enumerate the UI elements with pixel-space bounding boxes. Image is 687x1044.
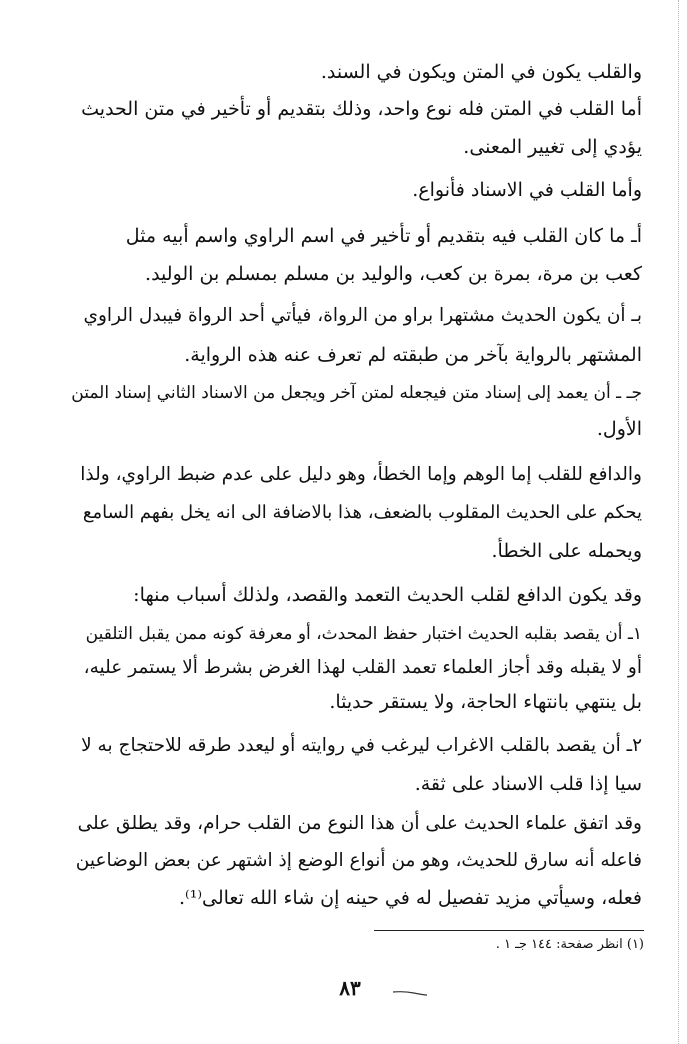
scribble-mark bbox=[392, 990, 428, 996]
text-line: جـ ـ أن يعمد إلى إسناد متن فيجعله لمتن آخر ويجعل من الاسناد الثاني إسناد المتن bbox=[71, 383, 642, 403]
text-line: وأما القلب في الاسناد فأنواع. bbox=[412, 179, 642, 201]
text-line: كعب بن مرة، بمرة بن كعب، والوليد بن مسلم بمسلم بن الوليد. bbox=[145, 263, 642, 285]
text-line: وقد اتفق علماء الحديث على أن هذا النوع من القلب حرام، وقد يطلق على bbox=[77, 813, 642, 834]
text-line: ٢ـ أن يقصد بالقلب الاغراب ليرغب في روايته أو ليعدد طرقه للاحتجاج به لا bbox=[81, 735, 642, 756]
text-line: فاعله أنه سارق للحديث، وهو من أنواع الوضع إذ اشتهر عن بعض الوضاعين bbox=[75, 850, 642, 871]
text-line: فعله، وسيأتي مزيد تفصيل له في حينه إن شاء الله تعالى⁽¹⁾. bbox=[178, 887, 642, 909]
text-line: سيا إذا قلب الاسناد على ثقة. bbox=[414, 773, 642, 795]
text-line: يؤدي إلى تغيير المعنى. bbox=[463, 136, 642, 158]
text-line: أـ ما كان القلب فيه بتقديم أو تأخير في اسم الراوي واسم أبيه مثل bbox=[125, 225, 642, 247]
text-line: أو لا يقبله وقد أجاز العلماء تعمد القلب لهذا الغرض بشرط ألا يستمر عليه، bbox=[83, 657, 642, 678]
text-line: والقلب يكون في المتن ويكون في السند. bbox=[320, 61, 642, 83]
text-line: ١ـ أن يقصد بقلبه الحديث اختبار حفظ المحدث، أو معرفة كونه ممن يقبل التلقين bbox=[85, 624, 642, 644]
page-number: ٨٣ bbox=[339, 976, 361, 1000]
footnote: (١) انظر صفحة: ١٤٤ جـ ١ . bbox=[495, 937, 644, 952]
text-line: بل ينتهي بانتهاء الحاجة، ولا يستقر حديثا. bbox=[329, 691, 642, 713]
page-edge bbox=[678, 0, 679, 1044]
text-line: والدافع للقلب إما الوهم وإما الخطأ، وهو دليل على عدم ضبط الراوي، ولذا bbox=[80, 464, 642, 485]
text-line: الأول. bbox=[596, 418, 642, 440]
text-line: المشتهر بالرواية بآخر من طبقته لم تعرف عنه هذه الرواية. bbox=[184, 344, 642, 366]
footnote-separator bbox=[374, 930, 644, 931]
text-line: ويحمله على الخطأ. bbox=[491, 540, 642, 562]
text-line: وقد يكون الدافع لقلب الحديث التعمد والقصد، ولذلك أسباب منها: bbox=[133, 584, 642, 606]
text-line: بـ أن يكون الحديث مشتهرا براو من الرواة، فيأتي أحد الرواة فيبدل الراوي bbox=[83, 305, 642, 326]
text-line: أما القلب في المتن فله نوع واحد، وذلك بتقديم أو تأخير في متن الحديث bbox=[81, 98, 642, 120]
text-line: يحكم على الحديث المقلوب بالضعف، هذا بالاضافة الى انه يخل بفهم السامع bbox=[82, 502, 642, 523]
